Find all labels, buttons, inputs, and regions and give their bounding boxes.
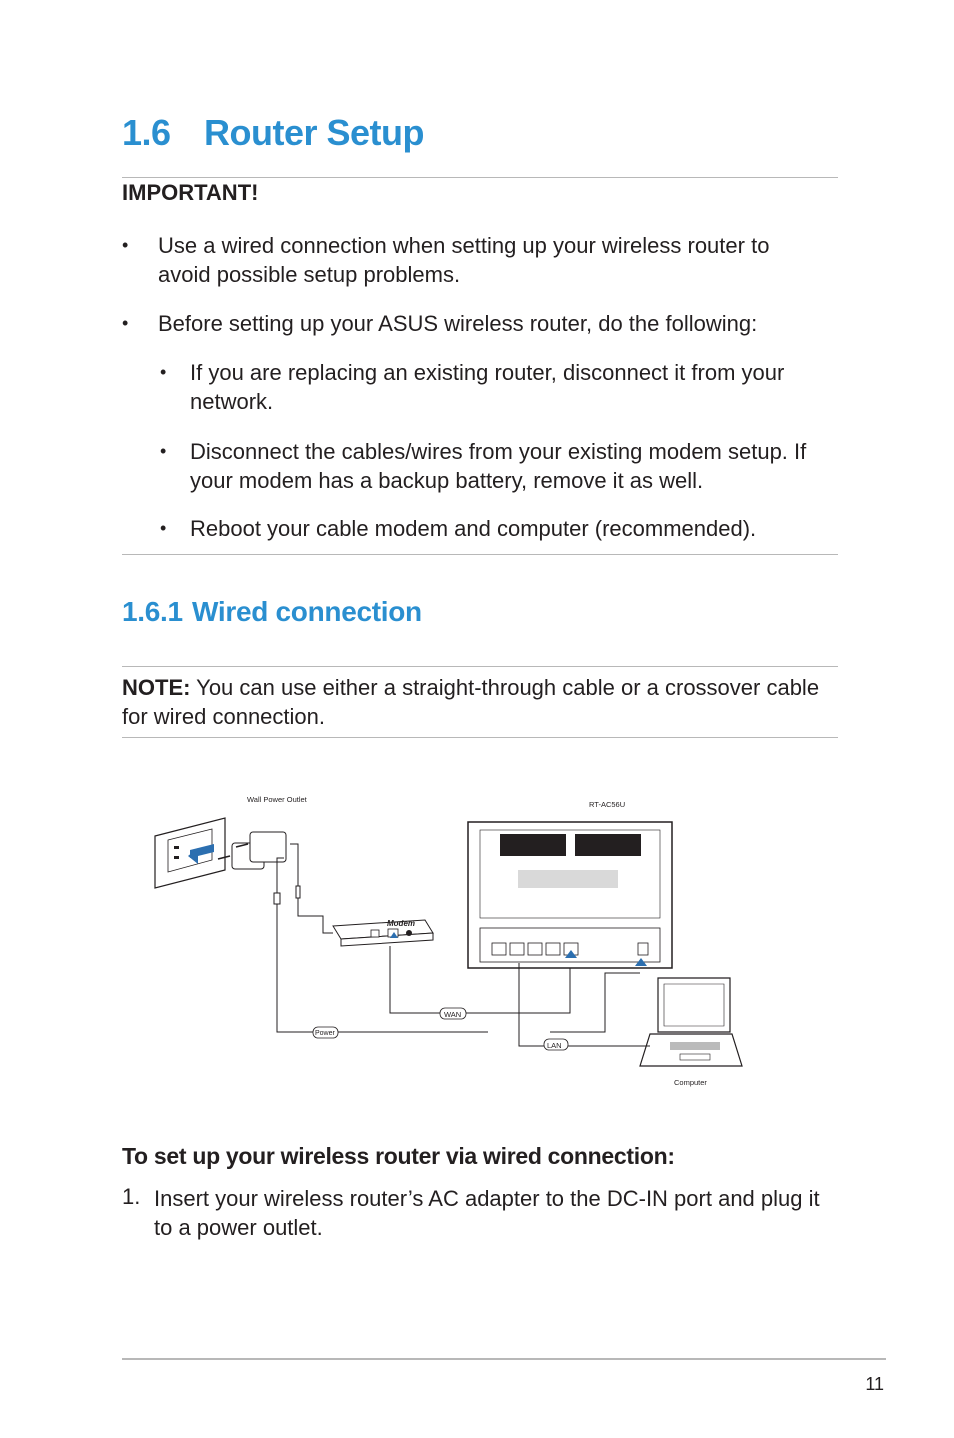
note-label: NOTE: xyxy=(122,675,191,700)
lan-label: LAN xyxy=(547,1041,562,1050)
sub-bullet-2: Disconnect the cables/wires from your existing modem setup. If your modem has a backup battery, remove it as well. xyxy=(190,439,807,493)
section-number: 1.6 xyxy=(122,112,171,153)
divider xyxy=(122,554,838,555)
step-number: 1. xyxy=(122,1184,141,1209)
important-bullet-1: Use a wired connection when setting up your wireless router to avoid possible setup problems. xyxy=(158,233,770,287)
sub-bullet-marker: • xyxy=(160,362,167,382)
divider xyxy=(122,737,838,738)
sub-bullet-marker: • xyxy=(160,441,167,461)
power-label: Power xyxy=(315,1030,335,1037)
wall-outlet-label: Wall Power Outlet xyxy=(247,795,307,804)
modem-label: Modem xyxy=(387,919,415,928)
subsection-number: 1.6.1 xyxy=(122,596,183,627)
divider xyxy=(122,177,838,178)
computer xyxy=(640,978,742,1066)
sub-bullet-1: If you are replacing an existing router, disconnect it from your network. xyxy=(190,360,785,414)
wan-label: WAN xyxy=(444,1010,462,1019)
bullet-marker: • xyxy=(122,235,129,255)
note xyxy=(122,673,838,731)
bullet-marker: • xyxy=(122,313,129,333)
sub-bullet-3: Reboot your cable modem and computer (recommended). xyxy=(190,516,757,541)
modem xyxy=(333,920,433,946)
cable-labels xyxy=(313,1008,568,1050)
page-number: 11 xyxy=(865,1374,884,1394)
step-text: Insert your wireless router’s AC adapter to the DC-IN port and plug it to a power outlet. xyxy=(154,1186,820,1240)
subsection-heading xyxy=(122,596,422,628)
sub-bullet-marker: • xyxy=(160,518,167,538)
important-label: IMPORTANT! xyxy=(122,180,259,205)
wall-outlet xyxy=(155,818,225,888)
router xyxy=(468,822,672,968)
computer-label: Computer xyxy=(674,1078,707,1087)
router-label: RT-AC56U xyxy=(589,800,626,809)
section-title: Router Setup xyxy=(204,112,425,153)
important-bullet-2: Before setting up your ASUS wireless router, do the following: xyxy=(158,311,758,336)
wired-connection-diagram xyxy=(150,788,750,1093)
subsection-title: Wired connection xyxy=(192,596,422,627)
power-adapters xyxy=(218,832,286,869)
divider xyxy=(122,666,838,667)
section-heading xyxy=(122,112,424,154)
footer-divider xyxy=(122,1358,886,1360)
note-text: You can use either a straight-through cable or a crossover cable for wired connection. xyxy=(122,675,820,729)
procedure-heading: To set up your wireless router via wired connection: xyxy=(122,1143,675,1169)
